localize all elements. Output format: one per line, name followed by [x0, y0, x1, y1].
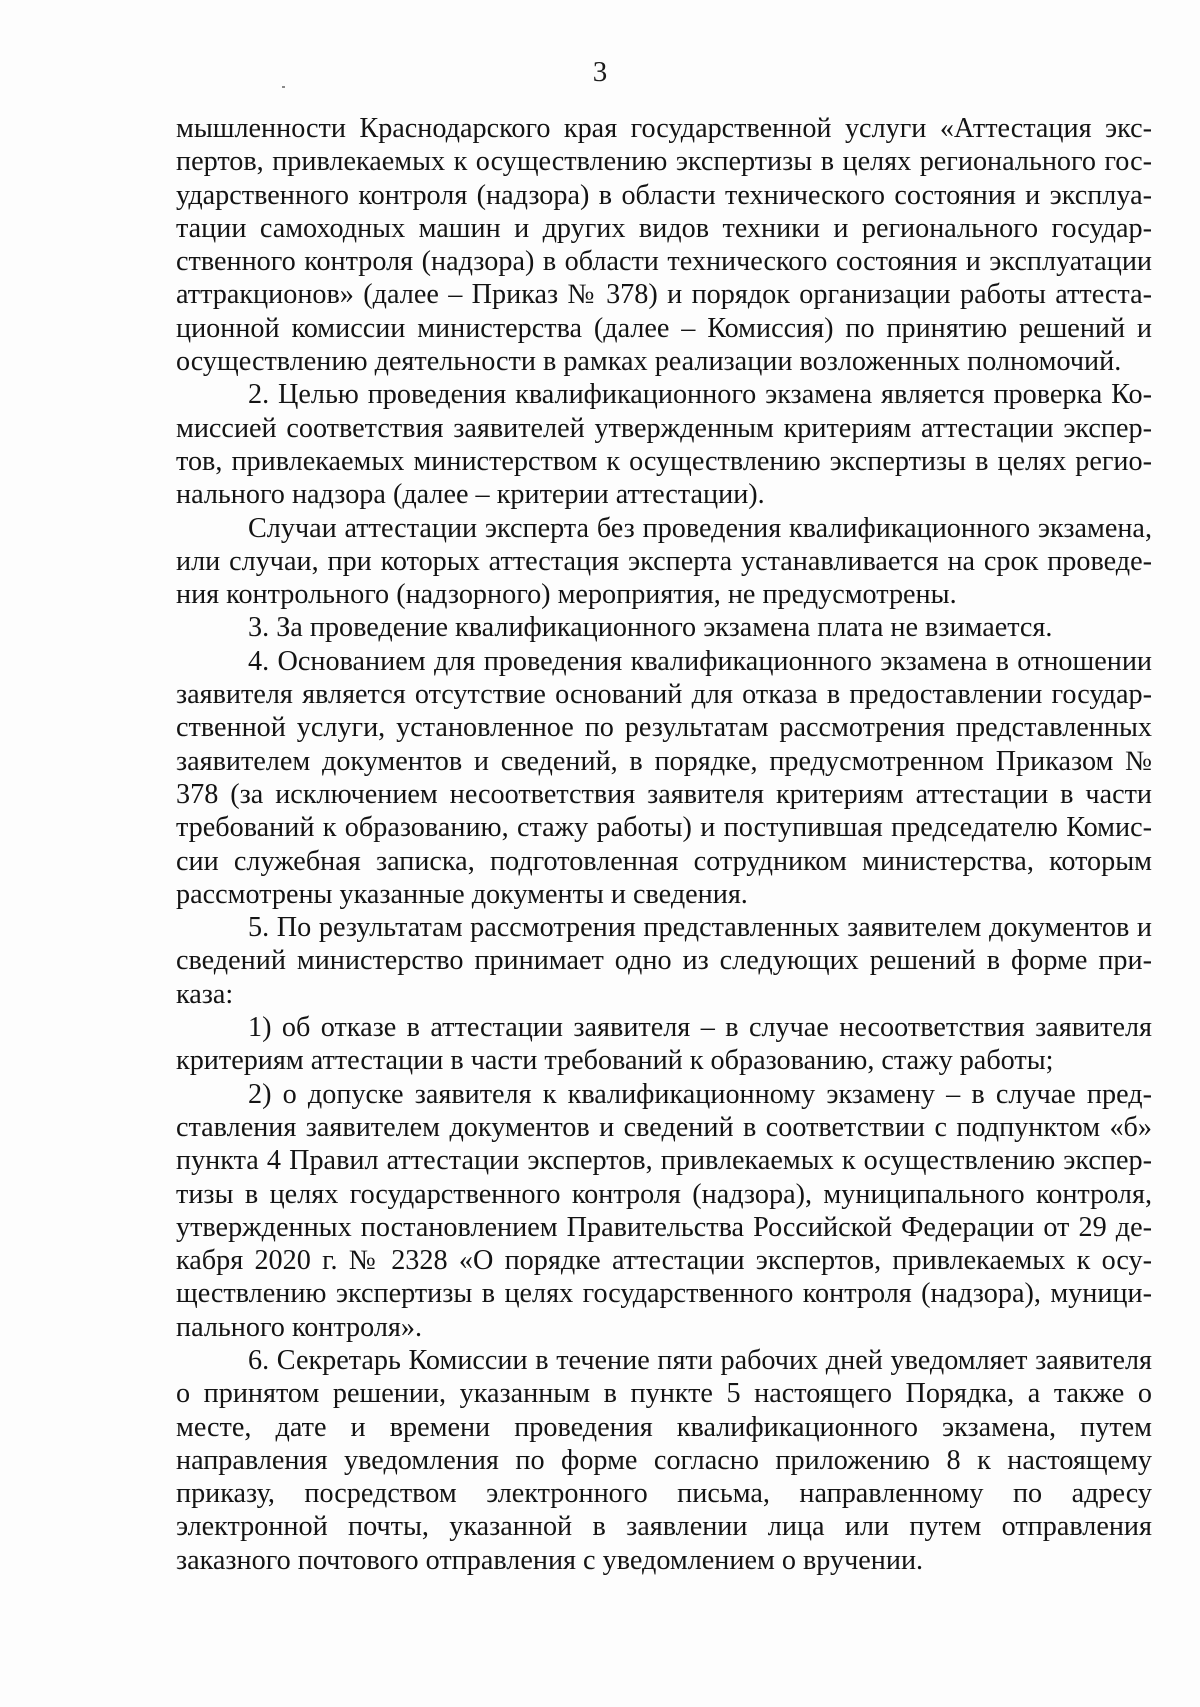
paragraph-item-6: 6. Секретарь Комиссии в течение пяти рабочих дней уведомляет заявителя о принятом решении, указанным в пункте 5 настоящего Порядка, а также о месте, дате и времени проведения квалификационного экзамена, путем направления уведомления по форме согласно приложению 8 к настоящему приказу, посредством электронного письма, направленному по адресу электронной почты, указанной в заявлении лица или путем отправления заказного почтового отправления с уведомлением о вручении. [176, 1344, 1152, 1576]
page-number: 3 [592, 56, 608, 88]
paragraph-cases: Случаи аттестации эксперта без проведения квалификационного экзамена, или случаи, при которых аттестация эксперта устанавливается на срок проведения контрольного (надзорного) мероприятия, не предусмотрены. [176, 512, 1152, 611]
paragraph-subitem-2: 2) о допуске заявителя к квалификационному экзамену – в случае представления заявителем документов и сведений в соответствии с подпунктом «б» пункта 4 Правил аттестации экспертов, привлекаемых к осуществлению экспертизы в целях государственного контроля (надзора), муниципального контроля, утвержденных постановлением Правительства Российской Федерации от 29 декабря 2020 г. № 2328 «О порядке аттестации экспертов, привлекаемых к осуществлению экспертизы в целях государственного контроля (надзора), муниципального контроля». [176, 1078, 1152, 1343]
paragraph-item-5: 5. По результатам рассмотрения представленных заявителем документов и сведений министерство принимает одно из следующих решений в форме приказа: [176, 912, 1152, 1010]
paragraph-item-3: 3. За проведение квалификационного экзамена плата не взимается. [248, 612, 1053, 644]
paragraph-subitem-1: 1) об отказе в аттестации заявителя – в случае несоответствия заявителя критериям аттестации в части требований к образованию, стажу работы; [176, 1012, 1152, 1077]
paragraph-item-4: 4. Основанием для проведения квалификационного экзамена в отношении заявителя является отсутствие оснований для отказа в предоставлении государственной услуги, установленное по результатам рассмотрения представленных заявителем документов и сведений, в порядке, предусмотренном Приказом № 378 (за исключением несоответствия заявителя критериям аттестации в части требований к образованию, стажу работы) и поступившая председателю Комиссии служебная записка, подготовленная сотрудником министерства, которым рассмотрены указанные документы и сведения. [176, 645, 1152, 910]
paragraph-item-2: 2. Целью проведения квалификационного экзамена является проверка Комиссией соответствия заявителей утвержденным критериям аттестации экспертов, привлекаемых министерством к осуществлению экспертизы в целях регионального надзора (далее – критерии аттестации). [176, 379, 1152, 511]
document-body [176, 112, 1152, 1577]
paragraph-continuation: мышленности Краснодарского края государственной услуги «Аттестация экспертов, привлекаемых к осуществлению экспертизы в целях регионального государственного контроля (надзора) в области технического состояния и эксплуатации самоходных машин и других видов техники и регионального государственного контроля (надзора) в области технического состояния и эксплуатации аттракционов» (далее – Приказ № 378) и порядок организации работы аттестационной комиссии министерства (далее – Комиссия) по принятию решений и осуществлению деятельности в рамках реализации возложенных полномочий. [176, 113, 1152, 378]
scan-speck [282, 86, 285, 88]
